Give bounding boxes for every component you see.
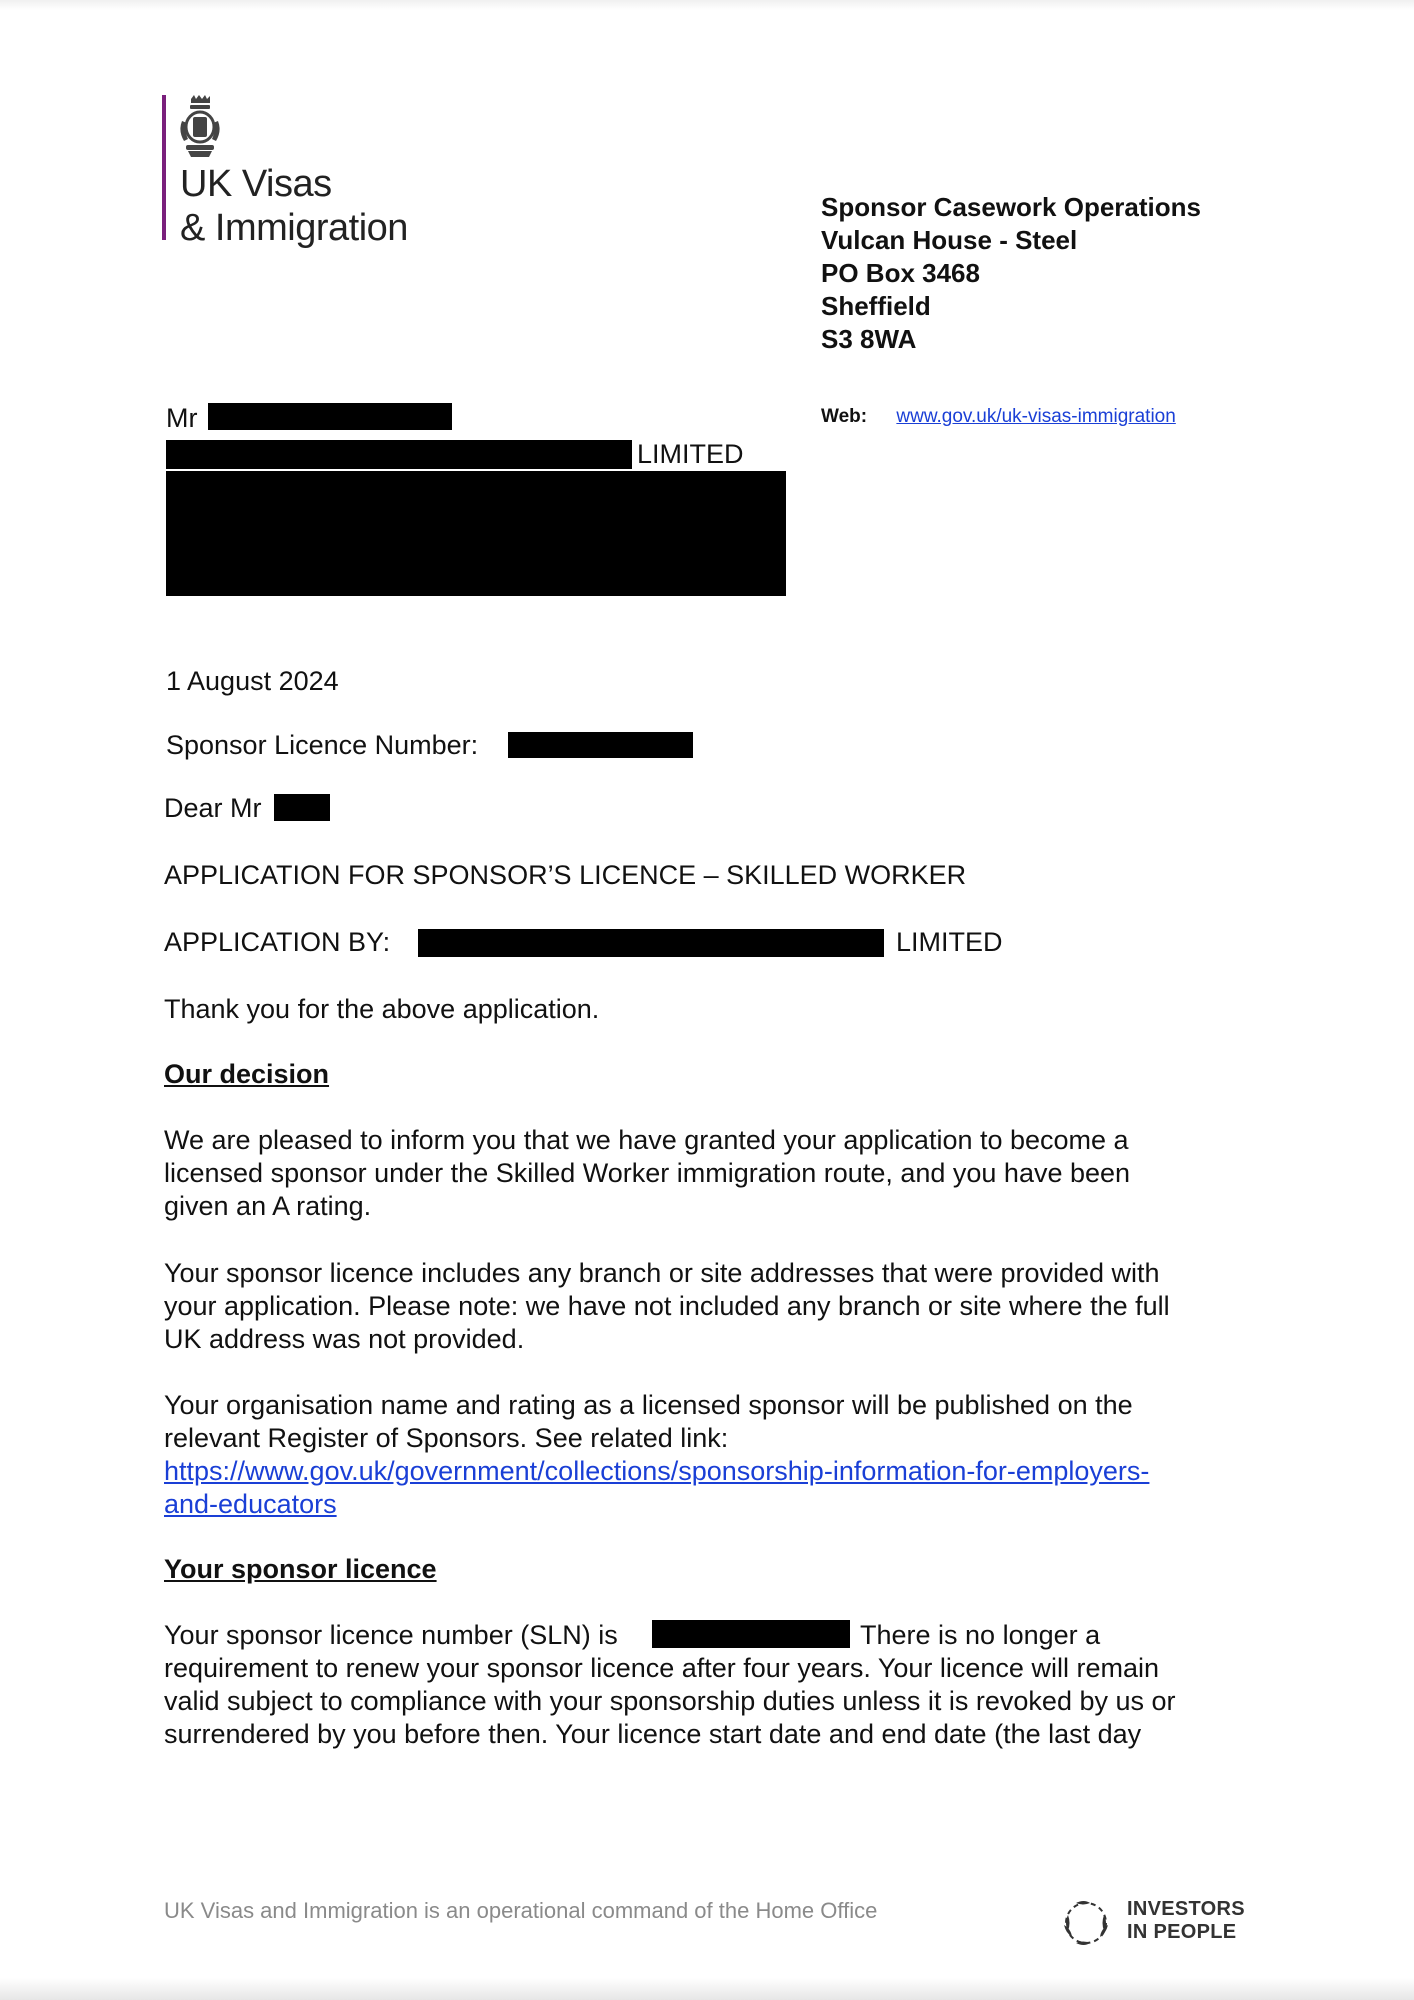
greeting: Dear Mr — [164, 793, 262, 823]
footer-text: UK Visas and Immigration is an operational command of the Home Office — [164, 1898, 878, 1923]
web-reference — [821, 406, 1176, 428]
licence-para-end: There is no longer a — [860, 1620, 1101, 1650]
logo-title-line2: & Immigration — [180, 207, 408, 249]
redacted-licence-number — [508, 732, 693, 758]
logo-accent-bar — [162, 95, 166, 240]
address-line: Vulcan House - Steel — [821, 225, 1078, 255]
redacted-sln — [652, 1620, 850, 1648]
address-line: Sponsor Casework Operations — [821, 192, 1201, 222]
iip-line2: IN PEOPLE — [1127, 1921, 1237, 1943]
licence-para-start: Your sponsor licence number (SLN) is — [164, 1620, 618, 1650]
licence-paragraph — [164, 1652, 1254, 1751]
paragraph-line: relevant Register of Sponsors. See related link: — [164, 1423, 729, 1453]
application-by-suffix: LIMITED — [896, 927, 1003, 957]
redacted-company-name — [166, 440, 632, 469]
redacted-recipient-address — [166, 471, 786, 596]
register-link[interactable]: https://www.gov.uk/government/collections/sponsorship-information-for-employers- — [164, 1456, 1150, 1486]
recipient-prefix: Mr — [166, 403, 198, 433]
letter-date: 1 August 2024 — [166, 666, 339, 696]
paragraph-line: valid subject to compliance with your sponsorship duties unless it is revoked by us or — [164, 1686, 1176, 1716]
redacted-applicant-name — [418, 929, 884, 957]
address-line: PO Box 3468 — [821, 258, 980, 288]
investors-in-people-text — [1127, 1898, 1245, 1944]
sender-address — [821, 191, 1201, 356]
address-line: S3 8WA — [821, 324, 917, 354]
licence-number-label: Sponsor Licence Number: — [166, 730, 479, 760]
paragraph-line: Your sponsor licence includes any branch or site addresses that were provided with — [164, 1258, 1160, 1288]
application-by-label: APPLICATION BY: — [164, 927, 391, 957]
paragraph-line: requirement to renew your sponsor licence after four years. Your licence will remain — [164, 1653, 1159, 1683]
iip-line1: INVESTORS — [1127, 1898, 1245, 1920]
thanks-line: Thank you for the above application. — [164, 994, 600, 1024]
paragraph-line: We are pleased to inform you that we have granted your application to become a — [164, 1125, 1129, 1155]
paragraph-line: your application. Please note: we have not included any branch or site where the full — [164, 1291, 1170, 1321]
redacted-recipient-name — [208, 403, 452, 430]
page-bottom-shadow — [0, 1978, 1414, 2000]
paragraph-line: Your organisation name and rating as a licensed sponsor will be published on the — [164, 1390, 1133, 1420]
register-paragraph — [164, 1389, 1254, 1521]
licence-heading: Your sponsor licence — [164, 1554, 437, 1584]
paragraph-line: UK address was not provided. — [164, 1324, 525, 1354]
paragraph-line: surrendered by you before then. Your licence start date and end date (the last day — [164, 1719, 1142, 1749]
recipient-company-suffix: LIMITED — [637, 439, 744, 469]
decision-heading: Our decision — [164, 1059, 330, 1089]
subject-line: APPLICATION FOR SPONSOR’S LICENCE – SKILLED WORKER — [164, 860, 967, 890]
web-link[interactable]: www.gov.uk/uk-visas-immigration — [896, 406, 1176, 427]
logo-title-line1: UK Visas — [180, 163, 332, 205]
branch-paragraph — [164, 1257, 1254, 1356]
address-line: Sheffield — [821, 291, 931, 321]
decision-paragraph — [164, 1124, 1254, 1223]
investors-in-people-laurel-icon — [1058, 1895, 1114, 1951]
register-link-continued[interactable]: and-educators — [164, 1489, 337, 1519]
redacted-greeting-name — [274, 794, 330, 821]
page-top-shadow — [0, 0, 1414, 10]
paragraph-line: licensed sponsor under the Skilled Worker immigration route, and you have been — [164, 1158, 1131, 1188]
web-label: Web: — [821, 406, 868, 427]
royal-crest-icon — [178, 95, 220, 157]
paragraph-line: given an A rating. — [164, 1191, 372, 1221]
